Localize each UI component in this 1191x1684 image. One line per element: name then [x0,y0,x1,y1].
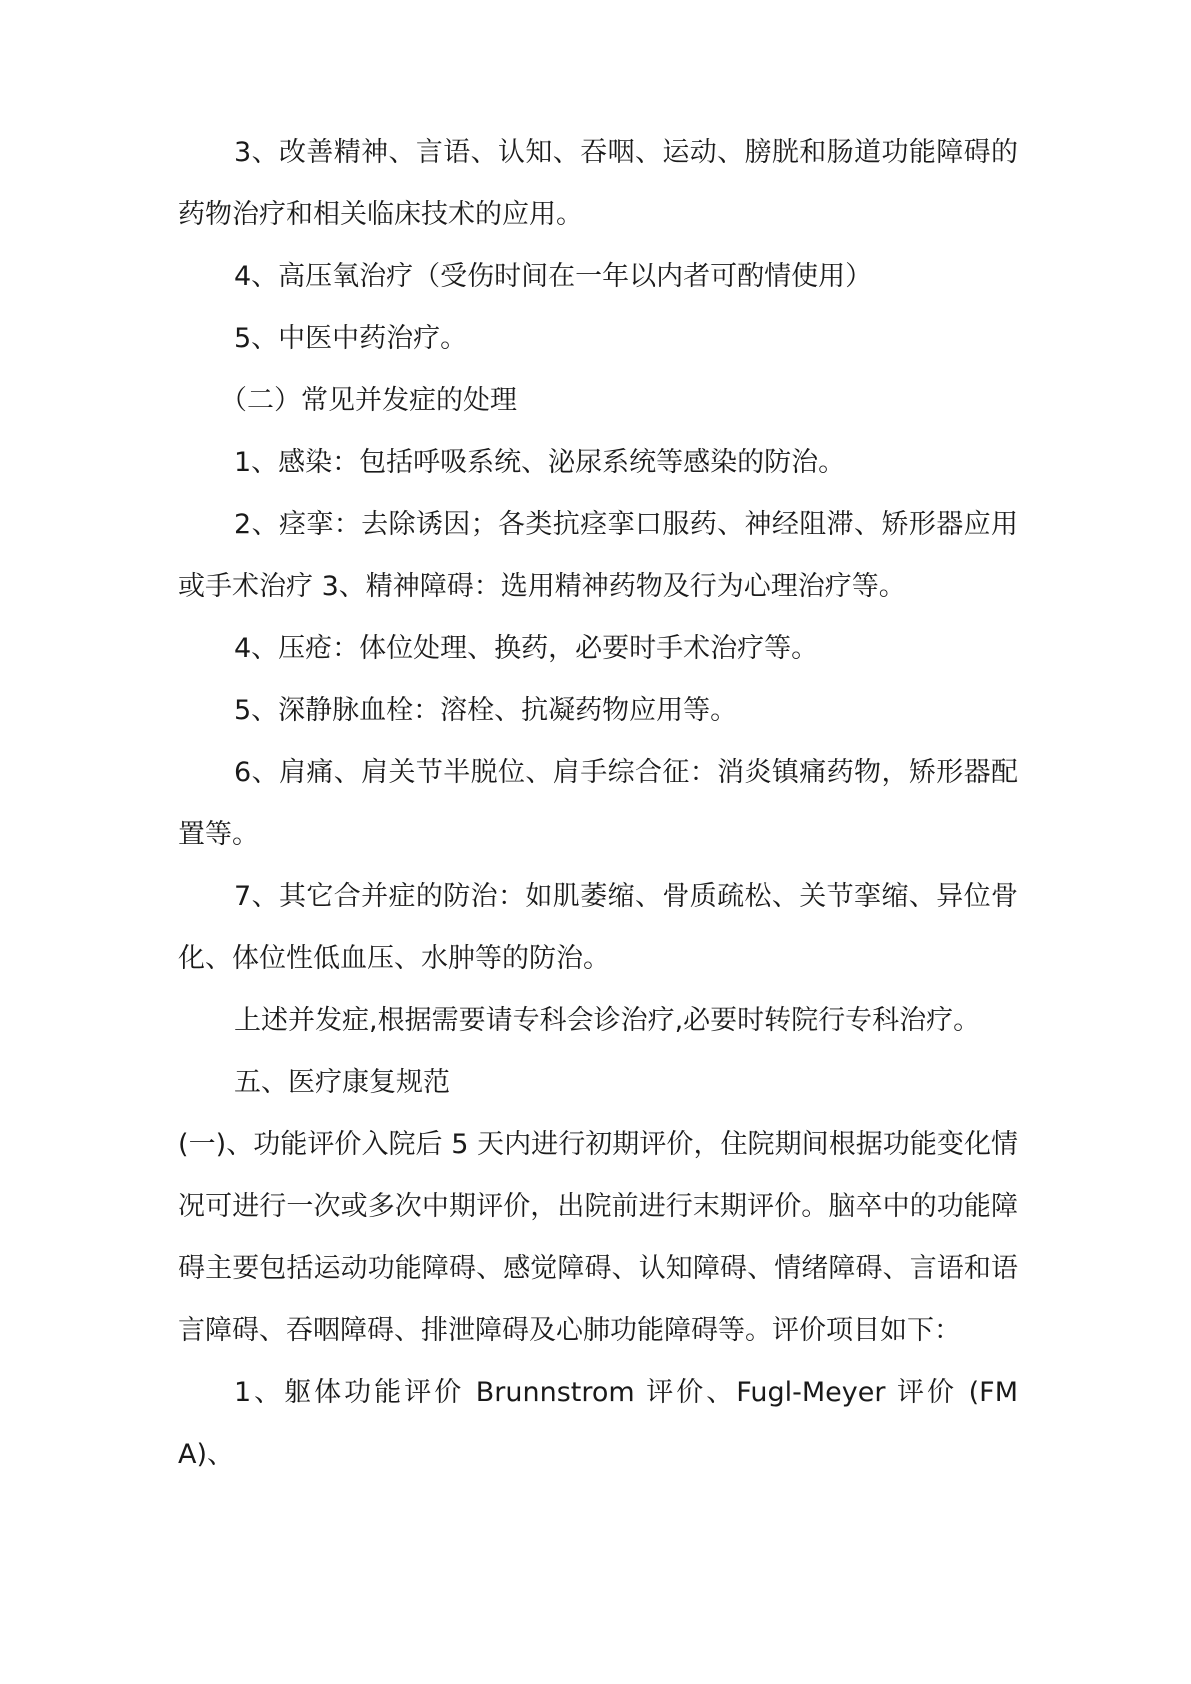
paragraph-complication-pressure-sore: 4、压疮：体位处理、换药，必要时手术治疗等。 [234,633,819,664]
paragraph-complication-shoulder: 6、肩痛、肩关节半脱位、肩手综合征：消炎镇痛药物，矫形器配置等。 [178,757,1018,850]
paragraph-item-3-drug-therapy: 3、改善精神、言语、认知、吞咽、运动、膀胱和肠道功能障碍的药物治疗和相关临床技术的应用。 [178,137,1018,230]
paragraph-complication-other: 7、其它合并症的防治：如肌萎缩、骨质疏松、关节挛缩、异位骨化、体位性低血压、水肿等的防治。 [178,881,1018,974]
paragraph-referral-note: 上述并发症,根据需要请专科会诊治疗,必要时转院行专科治疗。 [234,1005,981,1036]
paragraph-item-5-tcm: 5、中医中药治疗。 [234,323,468,354]
paragraph-body-function-evaluation: 1、躯体功能评价 Brunnstrom 评价、Fugl-Meyer 评价 (FMA)、 [178,1377,1018,1470]
paragraph-complication-spasm: 2、痉挛：去除诱因；各类抗痉挛口服药、神经阻滞、矫形器应用或手术治疗 3、精神障碍：选用精神药物及行为心理治疗等。 [178,509,1018,602]
paragraph-complication-dvt: 5、深静脉血栓：溶栓、抗凝药物应用等。 [234,695,738,726]
document-body [178,122,1018,1486]
section-heading-rehab-standards: 五、医疗康复规范 [234,1067,450,1098]
paragraph-complication-infection: 1、感染：包括呼吸系统、泌尿系统等感染的防治。 [234,447,846,478]
paragraph-item-4-hyperbaric-oxygen: 4、高压氧治疗（受伤时间在一年以内者可酌情使用） [234,261,873,292]
paragraph-function-evaluation: (一)、功能评价入院后 5 天内进行初期评价，住院期间根据功能变化情况可进行一次或多次中期评价，出院前进行末期评价。脑卒中的功能障碍主要包括运动功能障碍、感觉障碍、认知障碍、情绪障碍、言语和语言障碍、吞咽障碍、排泄障碍及心肺功能障碍等。评价项目如下： [178,1129,1018,1346]
section-heading-complications: （二）常见并发症的处理 [220,385,517,416]
